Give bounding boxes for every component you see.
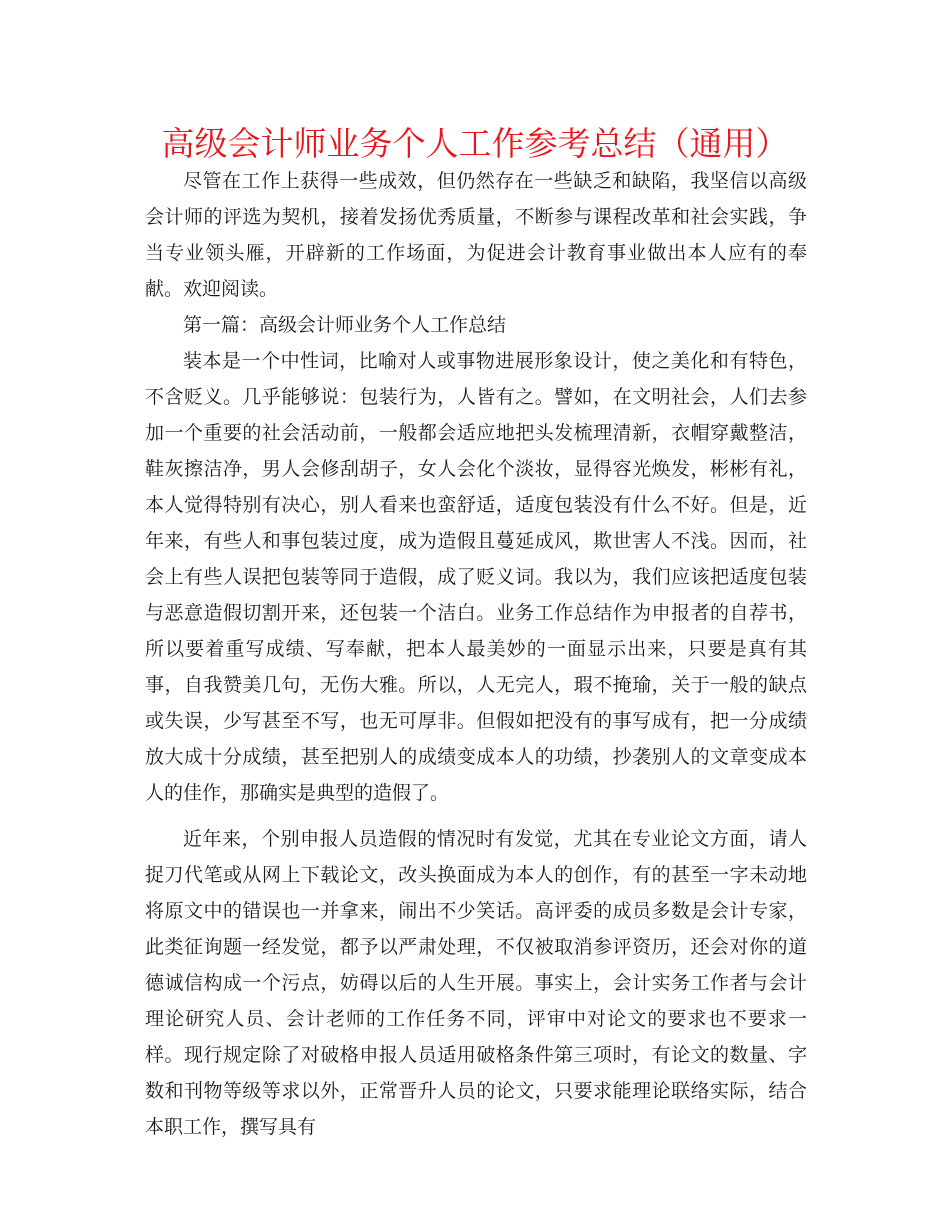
body-paragraph-1: 装本是一个中性词，比喻对人或事物进展形象设计，使之美化和有特色，不含贬义。几乎能够说：包装行为，人皆有之。譬如，在文明社会，人们去参加一个重要的社会活动前，一般都会适应地把头发梳理清新，衣帽穿戴整洁，鞋灰擦洁净，男人会修刮胡子，女人会化个淡妆，显得容光焕发，彬彬有礼，本人觉得特别有决心，别人看来也蛮舒适，适度包装没有什么不好。但是，近年来，有些人和事包装过度，成为造假且蔓延成风，欺世害人不浅。因而，社会上有些人误把包装等同于造假，成了贬义词。我以为，我们应该把适度包装与恶意造假切割开来，还包装一个洁白。业务工作总结作为申报者的自荐书，所以要着重写成绩、写奉献，把本人最美妙的一面显示出来，只要是真有其事，自我赞美几句，无伤大雅。所以，人无完人，瑕不掩瑜，关于一般的缺点或失误，少写甚至不写，也无可厚非。但假如把没有的事写成有，把一分成绩放大成十分成绩，甚至把别人的成绩变成本人的功绩，抄袭别人的文章变成本人的佳作，那确实是典型的造假了。 bbox=[145, 350, 807, 804]
document-title: 高级会计师业务个人工作参考总结（通用） bbox=[161, 124, 789, 163]
body-paragraph-2: 近年来，个别申报人员造假的情况时有发觉，尤其在专业论文方面，请人捉刀代笔或从网上下载论文，改头换面成为本人的创作，有的甚至一字未动地将原文中的错误也一并拿来，闹出不少笑话。高评委的成员多数是会计专家，此类征询题一经发觉，都予以严肃处理，不仅被取消参评资历，还会对你的道德诚信构成一个污点，妨碍以后的人生开展。事实上，会计实务工作者与会计理论研究人员、会计老师的工作任务不同，评审中对论文的要求也不要求一样。现行规定除了对破格申报人员适用破格条件第三项时，有论文的数量、字数和刊物等级等求以外，正常晋升人员的论文，只要求能理论联络实际，结合本职工作，撰写具有 bbox=[145, 828, 807, 1138]
section-heading: 第一篇：高级会计师业务个人工作总结 bbox=[183, 314, 507, 336]
intro-paragraph: 尽管在工作上获得一些成效，但仍然存在一些缺乏和缺陷，我坚信以高级会计师的评选为契机，接着发扬优秀质量，不断参与课程改革和社会实践，争当专业领头雁，开辟新的工作场面，为促进会计教育事业做出本人应有的奉献。欢迎阅读。 bbox=[145, 170, 807, 300]
document-body bbox=[145, 163, 807, 1145]
